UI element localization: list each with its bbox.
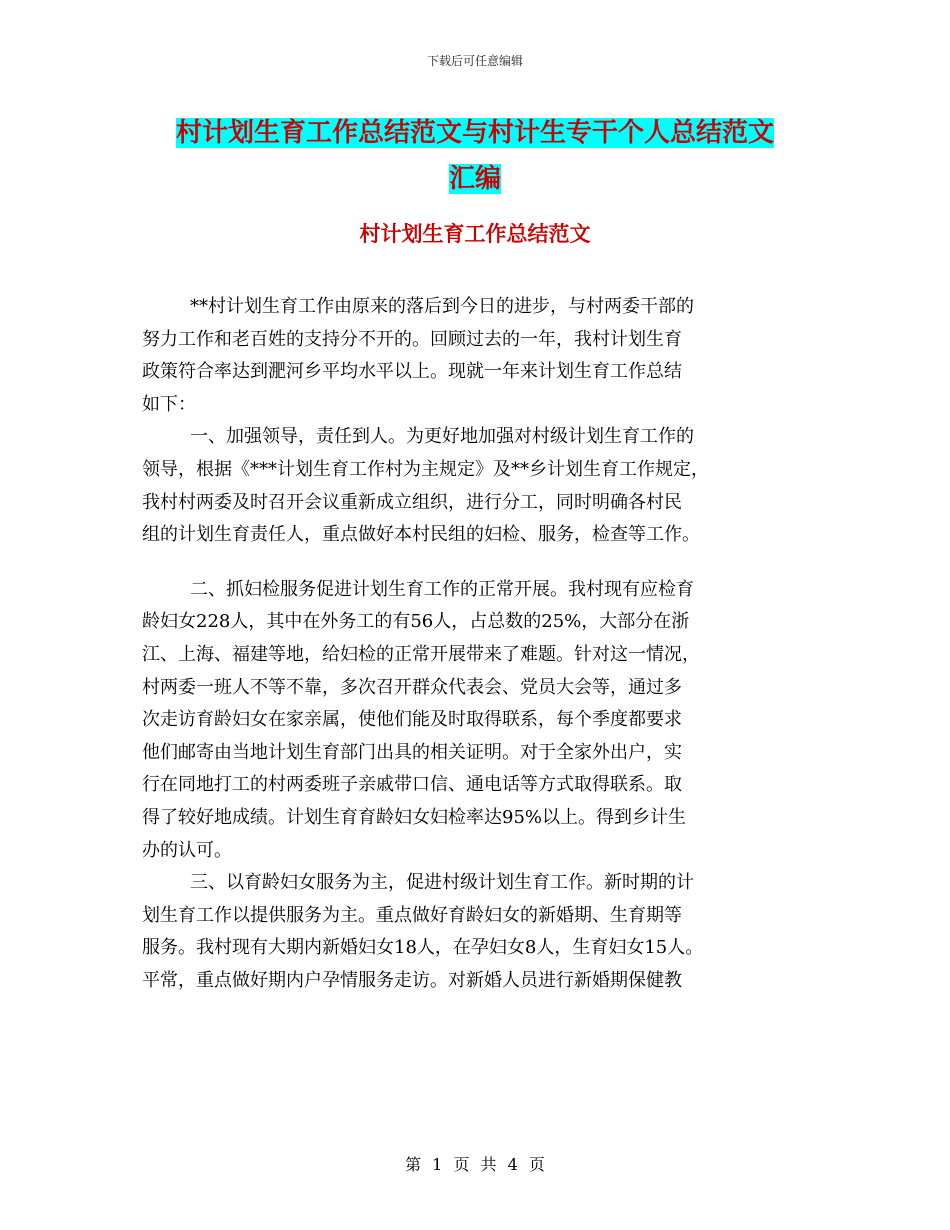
paragraph-line: 努力工作和老百姓的支持分不开的。回顾过去的一年，我村计划生育 (142, 328, 682, 350)
paragraph-spacer (142, 552, 810, 574)
paragraph-line: 得了较好地成绩。计划生育育龄妇女妇检率达95%以上。得到乡计生 (142, 806, 687, 828)
paragraph-line: 如下： (142, 393, 196, 415)
paragraph-line: 办的认可。 (142, 839, 232, 861)
paragraph-line: 村两委一班人不等不靠，多次召开群众代表会、党员大会等，通过多 (142, 676, 682, 698)
paragraph-line: 三、以育龄妇女服务为主，促进村级计划生育工作。新时期的计 (190, 872, 694, 894)
paragraph-line: 平常，重点做好期内户孕情服务走访。对新婚人员进行新婚期保健教 (142, 969, 682, 991)
paragraph-1 (142, 291, 810, 421)
paragraph-4 (142, 867, 810, 997)
page-header: 下载后可任意编辑 (426, 54, 523, 68)
paragraph-line: 领导，根据《***计划生育工作村为主规定》及**乡计划生育工作规定， (142, 458, 709, 480)
paragraph-line: 组的计划生育责任人，重点做好本村民组的妇检、服务，检查等工作。 (142, 524, 700, 546)
paragraph-line: 服务。我村现有大期内新婚妇女18人，在孕妇女8人，生育妇女15人。 (142, 937, 704, 959)
paragraph-line: 政策符合率达到淝河乡平均水平以上。现就一年来计划生育工作总结 (142, 361, 682, 383)
page-footer: 第 1 页 共 4 页 (405, 1155, 545, 1174)
paragraph-line: 一、加强领导，责任到人。为更好地加强对村级计划生育工作的 (190, 426, 694, 448)
paragraph-line: 龄妇女228人，其中在外务工的有56人，占总数的25%，大部分在浙 (142, 611, 690, 633)
paragraph-line: **村计划生育工作由原来的落后到今日的进步，与村两委干部的 (190, 296, 694, 317)
paragraph-line: 二、抓妇检服务促进计划生育工作的正常开展。我村现有应检育 (190, 578, 694, 600)
paragraph-line: 划生育工作以提供服务为主。重点做好育龄妇女的新婚期、生育期等 (142, 904, 682, 926)
paragraph-2 (142, 421, 810, 551)
paragraph-3 (142, 574, 810, 867)
paragraph-line: 行在同地打工的村两委班子亲戚带口信、通电话等方式取得联系。取 (142, 774, 682, 796)
section-title: 村计划生育工作总结范文 (359, 222, 591, 246)
document-title-line-2: 汇编 (448, 164, 501, 194)
paragraph-line: 我村村两委及时召开会议重新成立组织，进行分工，同时明确各村民 (142, 491, 682, 513)
paragraph-line: 他们邮寄由当地计划生育部门出具的相关证明。对于全家外出户，实 (142, 741, 682, 763)
document-title-line-1: 村计划生育工作总结范文与村计生专干个人总结范文 (175, 118, 774, 148)
paragraph-line: 江、上海、福建等地，给妇检的正常开展带来了难题。针对这一情况， (142, 643, 700, 665)
document-title (0, 110, 950, 202)
body-text (142, 291, 810, 997)
paragraph-line: 次走访育龄妇女在家亲属，使他们能及时取得联系，每个季度都要求 (142, 709, 682, 731)
